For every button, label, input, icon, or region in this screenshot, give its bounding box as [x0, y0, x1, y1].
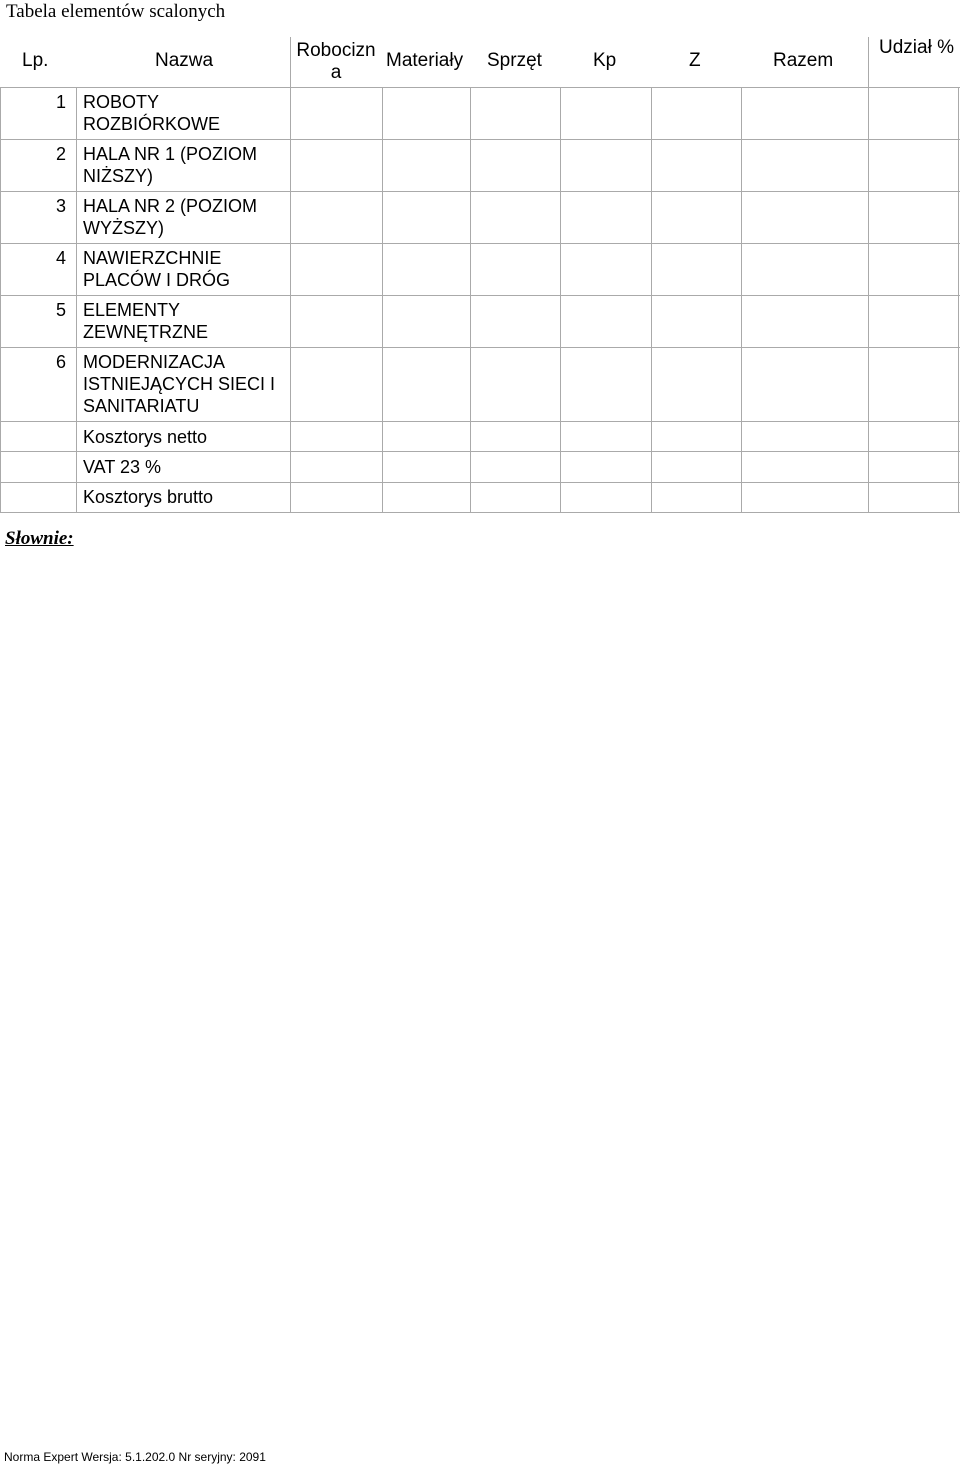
grid-line: [470, 87, 471, 512]
row-lp: 4: [55, 248, 66, 268]
grid-line: [560, 87, 561, 512]
header-robocizna-line1: Robocizn: [296, 40, 376, 61]
page-title: Tabela elementów scalonych: [6, 1, 226, 22]
row-name: ELEMENTY ZEWNĘTRZNE: [83, 300, 208, 342]
header-materialy: Materiały: [386, 50, 464, 71]
words-label: Słownie:: [5, 528, 74, 549]
header-z: Z: [689, 50, 701, 71]
summary-elements-table: [0, 0, 960, 520]
header-razem: Razem: [773, 50, 834, 71]
summary-netto: Kosztorys netto: [83, 427, 208, 447]
grid-line: [0, 421, 960, 422]
grid-line: [0, 191, 960, 192]
row-lp: 1: [55, 92, 66, 112]
grid-line: [0, 139, 960, 140]
grid-line: [0, 451, 960, 452]
row-lp: 2: [55, 144, 66, 164]
grid-line: [0, 295, 960, 296]
header-lp: Lp.: [22, 50, 49, 71]
row-lp: 3: [55, 196, 66, 216]
header-robocizna-line2: a: [330, 62, 342, 83]
summary-brutto: Kosztorys brutto: [83, 487, 214, 507]
grid-line: [382, 87, 383, 512]
grid-line: [0, 347, 960, 348]
summary-vat: VAT 23 %: [83, 457, 162, 477]
header-sprzet: Sprzęt: [487, 50, 542, 71]
footer-version: Norma Expert Wersja: 5.1.202.0 Nr seryjny: 2091: [4, 1450, 266, 1464]
row-lp: 6: [55, 352, 66, 372]
grid-line: [0, 87, 960, 88]
row-lp: 5: [55, 300, 66, 320]
row-name: MODERNIZACJA ISTNIEJĄCYCH SIECI I SANITARIATU: [83, 352, 276, 416]
header-nazwa: Nazwa: [155, 50, 214, 71]
grid-line: [0, 482, 960, 483]
grid-line: [0, 512, 960, 513]
grid-line: [76, 87, 77, 512]
row-name: ROBOTY ROZBIÓRKOWE: [83, 92, 221, 134]
grid-line: [290, 37, 291, 512]
grid-line: [958, 87, 959, 512]
row-name: NAWIERZCHNIE PLACÓW I DRÓG: [83, 248, 231, 290]
header-kp: Kp: [593, 50, 617, 71]
header-robocizna: [290, 40, 382, 84]
grid-line: [741, 87, 742, 512]
header-udzial: Udział %: [879, 37, 954, 58]
grid-line: [651, 87, 652, 512]
grid-line: [868, 37, 869, 512]
grid-line: [0, 87, 1, 512]
row-name: HALA NR 2 (POZIOM WYŻSZY): [83, 196, 258, 238]
grid-line: [0, 243, 960, 244]
row-name: HALA NR 1 (POZIOM NIŻSZY): [83, 144, 258, 186]
